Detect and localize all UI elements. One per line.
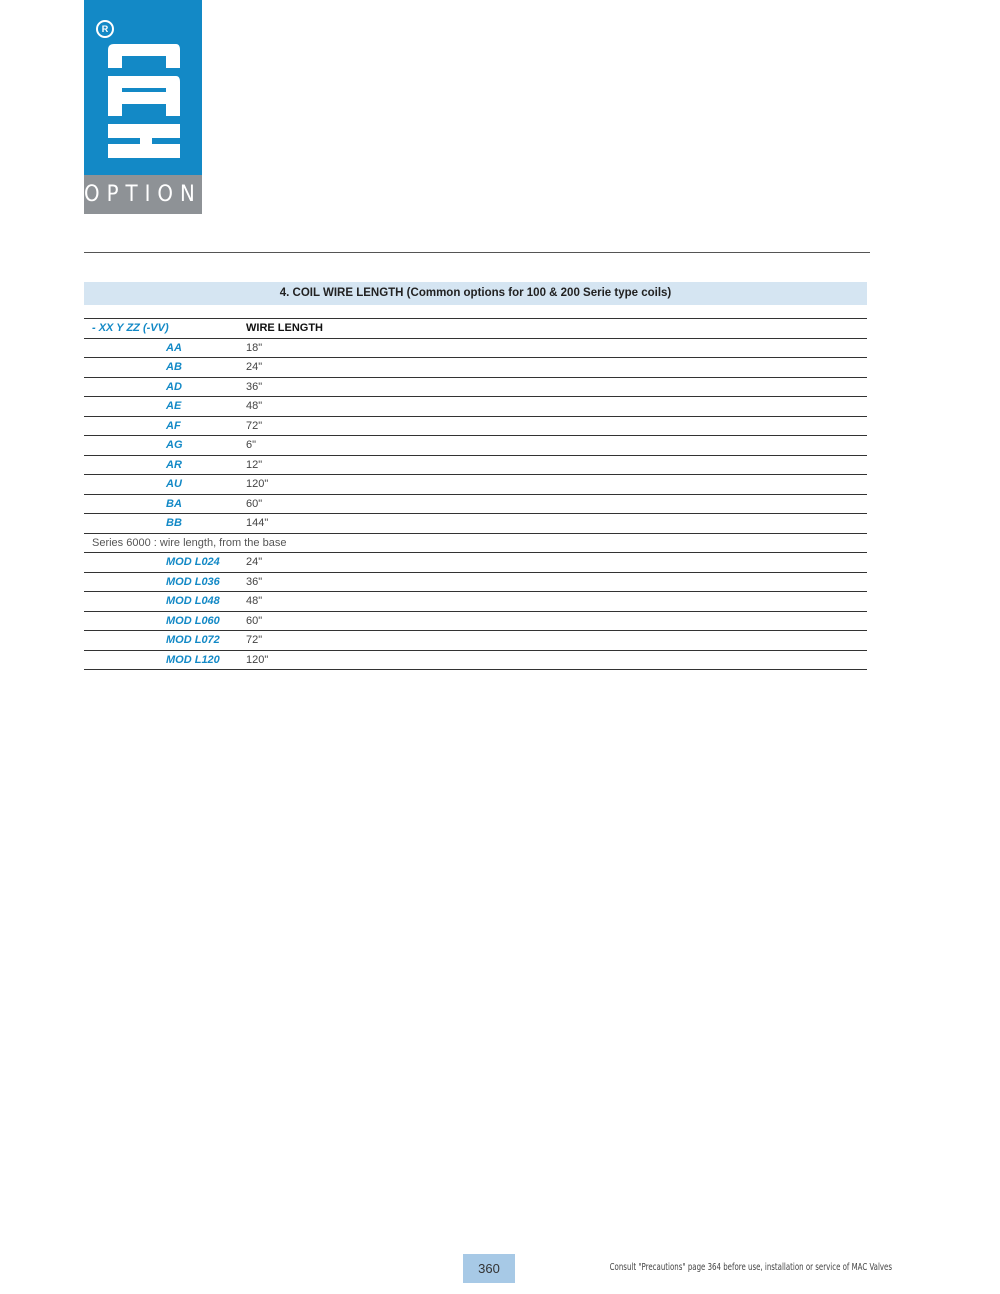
wire-length-value: 120" xyxy=(246,650,867,670)
option-code: MOD L036 xyxy=(84,572,246,592)
wire-length-value: 144" xyxy=(246,514,867,534)
wire-length-table xyxy=(84,318,867,670)
table-row xyxy=(84,592,867,612)
table-row xyxy=(84,358,867,378)
option-code: BB xyxy=(84,514,246,534)
wire-length-value: 120" xyxy=(246,475,867,495)
wire-length-value: 72" xyxy=(246,416,867,436)
wire-length-value: 60" xyxy=(246,494,867,514)
wire-length-value: 48" xyxy=(246,592,867,612)
option-code: AE xyxy=(84,397,246,417)
wire-length-value: 24" xyxy=(246,358,867,378)
wire-length-value: 36" xyxy=(246,377,867,397)
table-row xyxy=(84,436,867,456)
registered-mark: R xyxy=(96,20,114,38)
option-code: AG xyxy=(84,436,246,456)
wire-length-value: 48" xyxy=(246,397,867,417)
section-title: 4. COIL WIRE LENGTH (Common options for 100 & 200 Serie type coils) xyxy=(84,282,867,305)
table-row xyxy=(84,397,867,417)
option-code: AD xyxy=(84,377,246,397)
table-row xyxy=(84,416,867,436)
table-row xyxy=(84,494,867,514)
table-row xyxy=(84,377,867,397)
option-code: AA xyxy=(84,338,246,358)
options-label: OPTIONS xyxy=(84,182,222,207)
page-number: 360 xyxy=(463,1254,515,1283)
option-code: MOD L120 xyxy=(84,650,246,670)
table-row xyxy=(84,338,867,358)
top-divider xyxy=(84,252,870,253)
table-row xyxy=(84,611,867,631)
wire-length-value: 36" xyxy=(246,572,867,592)
mac-logo xyxy=(100,40,184,162)
wire-length-value: 6" xyxy=(246,436,867,456)
table-row xyxy=(84,631,867,651)
footer-note: Consult "Precautions" page 364 before use, installation or service of MAC Valves xyxy=(609,1262,892,1273)
wire-length-value: 24" xyxy=(246,553,867,573)
option-code: BA xyxy=(84,494,246,514)
option-code: AF xyxy=(84,416,246,436)
options-table-section xyxy=(84,282,867,670)
table-row xyxy=(84,553,867,573)
header-code: - XX Y ZZ (-VV) xyxy=(84,319,246,339)
series-note-row xyxy=(84,533,867,553)
table-row xyxy=(84,650,867,670)
option-code: AU xyxy=(84,475,246,495)
table-row xyxy=(84,514,867,534)
table-row xyxy=(84,455,867,475)
table-row xyxy=(84,572,867,592)
wire-length-value: 72" xyxy=(246,631,867,651)
wire-length-value: 60" xyxy=(246,611,867,631)
header-wire-length: WIRE LENGTH xyxy=(246,319,867,339)
option-code: AB xyxy=(84,358,246,378)
wire-length-value: 18" xyxy=(246,338,867,358)
table-row xyxy=(84,475,867,495)
wire-length-value: 12" xyxy=(246,455,867,475)
option-code: MOD L048 xyxy=(84,592,246,612)
option-code: MOD L024 xyxy=(84,553,246,573)
option-code: MOD L060 xyxy=(84,611,246,631)
option-code: AR xyxy=(84,455,246,475)
option-code: MOD L072 xyxy=(84,631,246,651)
series-note: Series 6000 : wire length, from the base xyxy=(84,533,867,553)
table-header-row xyxy=(84,319,867,339)
